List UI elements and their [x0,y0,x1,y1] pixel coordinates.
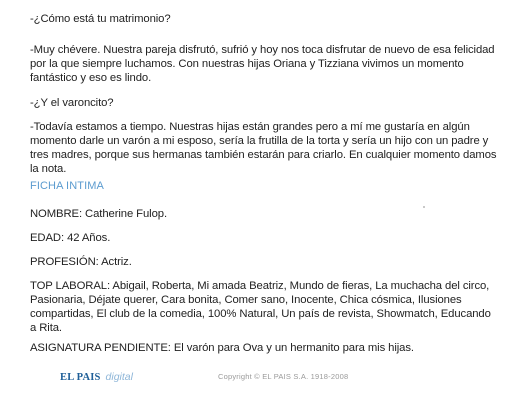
ficha-top-laboral: TOP LABORAL: Abigail, Roberta, Mi amada Beatriz, Mundo de fieras, La muchacha del circo, Pasionaria, Déjate querer, Cara bonita, Comer sano, Inocente, Chica cósmica, Ilusiones compartidas, El club de la comedia, 100% Natural, Un país de revista, Showmatch, Educando a Rita. [30,280,491,334]
interview-answer-marriage: -Muy chévere. Nuestra pareja disfrutó, sufrió y hoy nos toca disfrutar de nuevo de esa felicidad por la que siempre luchamos. Con nuestras hijas Oriana y Tizziana vivimos un momento fantástico y eso es lindo. [30,44,495,84]
logo-main-text: EL PAIS [60,372,101,383]
page-footer [0,370,518,384]
interview-question-son: -¿Y el varoncito? [30,97,114,109]
ficha-nombre: NOMBRE: Catherine Fulop. [30,208,167,220]
ficha-edad: EDAD: 42 Años. [30,232,111,244]
copyright-notice: Copyright © EL PAIS S.A. 1918-2008 [218,372,349,381]
el-pais-digital-logo [60,370,133,385]
interview-question-marriage: -¿Cómo está tu matrimonio? [30,13,171,25]
ficha-asignatura-pendiente: ASIGNATURA PENDIENTE: El varón para Ova y un hermanito para mis hijas. [30,342,414,354]
ficha-intima-heading: FICHA INTIMA [30,180,104,192]
logo-sub-text: digital [105,371,133,383]
ficha-profesion: PROFESIÓN: Actriz. [30,256,132,268]
interview-answer-son: -Todavía estamos a tiempo. Nuestras hijas están grandes pero a mí me gustaría en algún momento darle un varón a mi esposo, sería la frutilla de la torta y sería un hijo con un padre y tres madres, porque sus hermanas también estarán para criarlo. En cualquier momento damos la nota. [30,121,497,175]
scan-speck [423,206,425,208]
